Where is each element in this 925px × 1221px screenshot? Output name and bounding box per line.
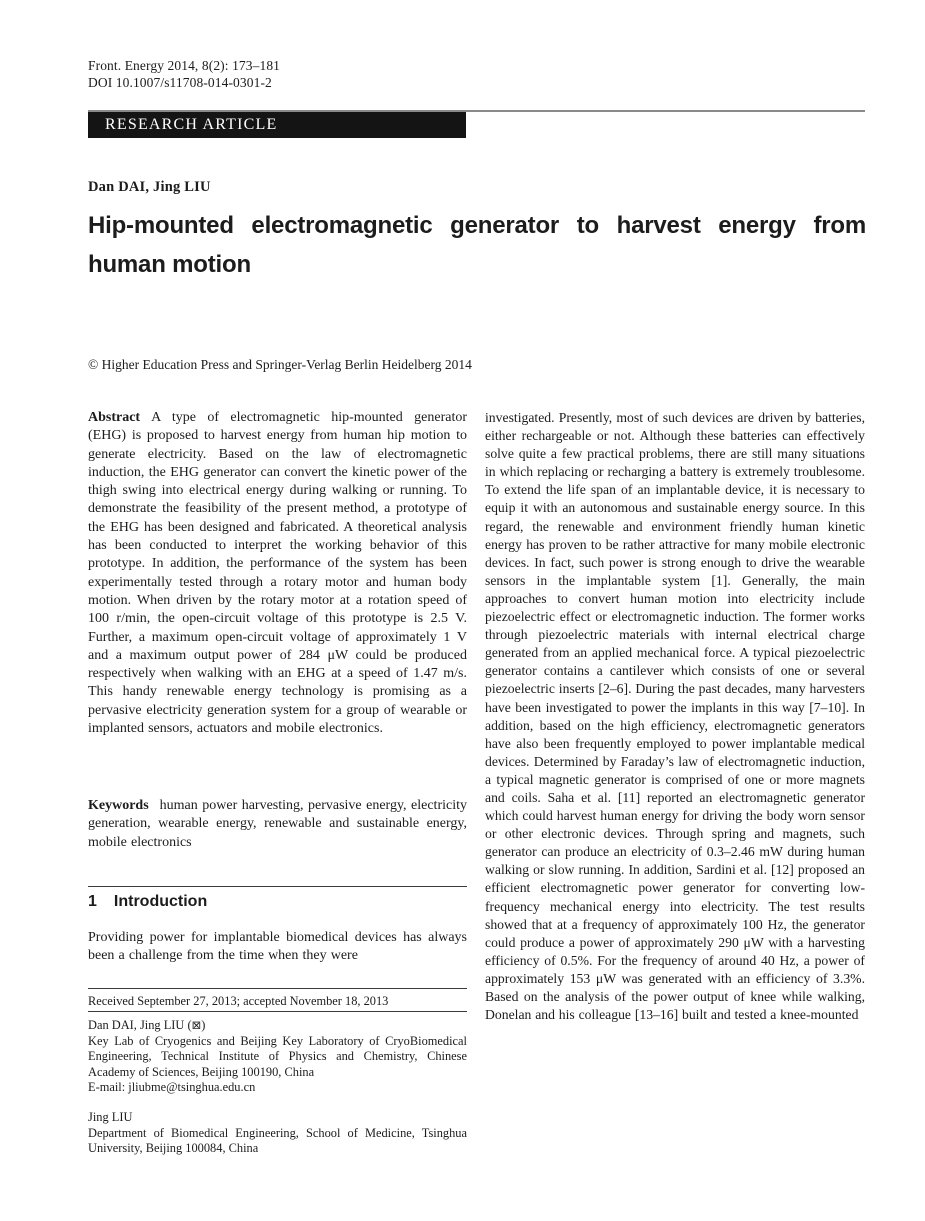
second-author-block [88, 1110, 467, 1157]
correspondence-block [88, 1018, 467, 1096]
correspondence-names: Dan DAI, Jing LIU ( [88, 1018, 192, 1032]
copyright-line: © Higher Education Press and Springer-Verlag Berlin Heidelberg 2014 [88, 357, 472, 372]
journal-citation: Front. Energy 2014, 8(2): 173–181 [88, 58, 281, 73]
article-title: Hip-mounted electromagnetic generator to harvest energy from human motion [88, 212, 866, 278]
author-byline: Dan DAI, Jing LIU [88, 179, 211, 195]
section-heading-introduction [88, 893, 207, 911]
correspondence-email: E-mail: jliubme@tsinghua.edu.cn [88, 1080, 256, 1095]
envelope-icon: ⊠ [191, 1018, 202, 1032]
received-accepted-line: Received September 27, 2013; accepted November 18, 2013 [88, 994, 389, 1008]
correspondence-authors [88, 1018, 467, 1034]
section-number: 1 [88, 893, 97, 910]
banner-label: RESEARCH ARTICLE [105, 116, 278, 133]
introduction-left-column: Providing power for implantable biomedical devices has always been a challenge from the time when they were [88, 930, 467, 964]
introduction-right-column: investigated. Presently, most of such devices are driven by batteries, either rechargeable or not. Although these batteries can effectively solve quite a few practical problems, there are still many situations in which replacing or recharging a battery is extremely troublesome. To extend the life span of an implantable device, it is necessary to equip it with an autonomous and sustainable energy source. In this regard, the renewable and environment friendly human kinetic energy has proven to be rather attractive for many mobile electronic devices. In fact, such power is strong enough to drive the wearable sensors in the implantable system [1]. Generally, the main approaches to convert human motion into electricity include piezoelectric effect or electromagnetic induction. The former works through piezoelectric materials with internal electrical charge generated from an applied mechanical force. A typical piezoelectric generator contains a cantilever which consists of one or several piezoelectric inserts [2–6]. During the past decades, many harvesters have been investigated to power the implants in this way [7–10]. In addition, based on the high efficiency, electromagnetic generators have also been frequently employed to power implantable medical devices. Determined by Faraday’s law of electromagnetic induction, a typical magnetic generator is comprised of one or more magnets and coils. Saha et al. [11] reported an electromagnetic generator which could harvest human energy for driving the body worn sensor or other electronic devices. Through spring and magnets, such generator can produce an electricity of 0.3–2.46 mW during human walking or slow running. In addition, Sardini et al. [12] proposed an efficient electromagnetic power generator for converting low-frequency mechanical energy into electricity. The test results showed that at a frequency of approximately 100 Hz, the generator could produce a power of approximately 290 μW with a harvesting efficiency of 0.5%. For the frequency of around 40 Hz, a power of approximately 153 μW was generated with an efficiency of 3.3%. Based on the analysis of the power output of knee while walking, Donelan and his colleague [13–16] built and tested a knee-mounted [485, 410, 865, 1023]
footnote-rule-bottom [88, 1011, 467, 1012]
correspondence-affiliation: Key Lab of Cryogenics and Beijing Key Laboratory of CryoBiomedical Engineering, Technical Institute of Physics and Chemistry, Chinese Academy of Sciences, Beijing 100190, China [88, 1033, 467, 1079]
abstract-paragraph [88, 409, 467, 738]
keywords-label: Keywords [88, 798, 149, 813]
second-author-name: Jing LIU [88, 1110, 133, 1124]
research-article-banner [88, 112, 466, 138]
correspondence-names-close: ) [201, 1018, 206, 1032]
abstract-text: A type of electromagnetic hip-mounted generator (EHG) is proposed to harvest energy from human hip motion to generate electricity. Based on the law of electromagnetic induction, the EHG generator can convert the kinetic power of the thigh swing into electrical energy during walking or running. To demonstrate the feasibility of the present method, a prototype of the EHG has been designed and fabricated. A theoretical analysis has been conducted to interpret the working behavior of this prototype. In addition, the performance of the system has been experimentally tested through a rotary motor and human body motion. When driven by the rotary motor at a rotation speed of 100 r/min, the open-circuit voltage of this prototype is 2.5 V. Further, a maximum open-circuit voltage of approximately 1 V and a maximum output power of 284 μW could be produced respectively when walking with an EHG at a speed of 1.47 m/s. This handy renewable energy technology is promising as a pervasive electricity generation system for a group of wearable or implanted sensors, actuators and mobile electronics. [88, 410, 467, 737]
abstract-label: Abstract [88, 410, 141, 425]
second-author-affiliation: Department of Biomedical Engineering, School of Medicine, Tsinghua University, Beijing 100084, China [88, 1125, 467, 1156]
footnote-rule-top [88, 988, 467, 989]
section-title: Introduction [113, 893, 208, 910]
journal-doi: DOI 10.1007/s11708-014-0301-2 [88, 75, 272, 90]
keywords-text: human power harvesting, pervasive energy, electricity generation, wearable energy, renewable and sustainable energy, mobile electronics [88, 798, 467, 850]
section-rule [88, 886, 467, 887]
keywords-paragraph [88, 797, 467, 852]
